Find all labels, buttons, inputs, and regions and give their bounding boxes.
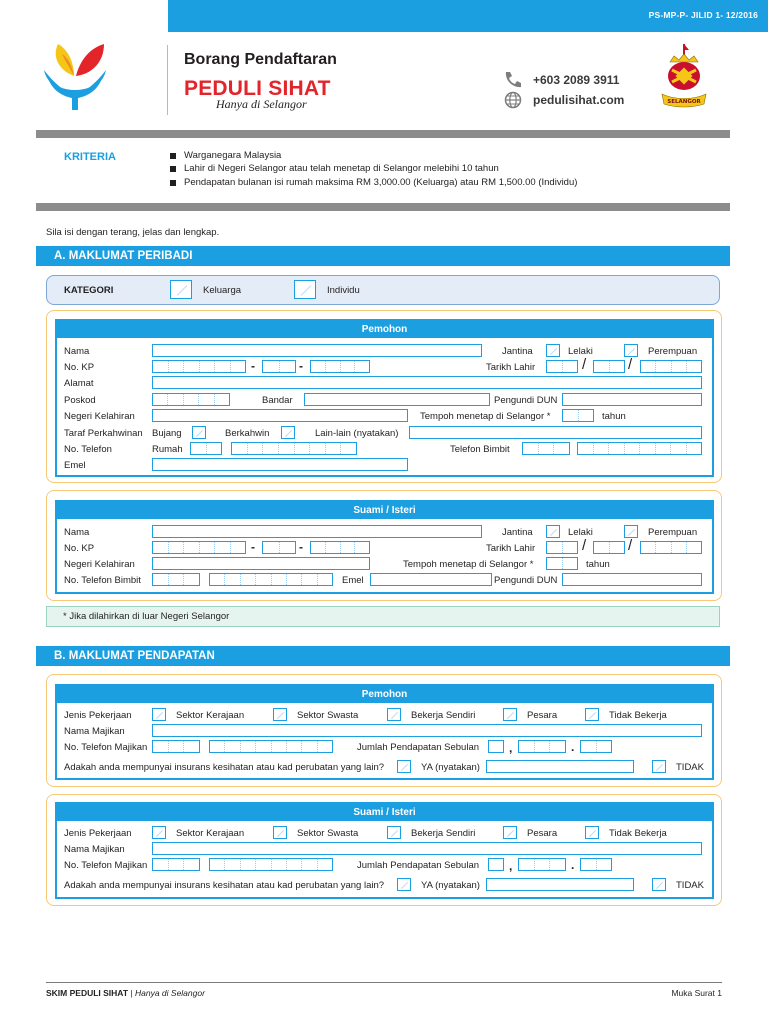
date-slash: / — [628, 537, 633, 554]
insurans-nyatakan-input[interactable] — [486, 760, 634, 773]
sektor-kerajaan-label: Sektor Kerajaan — [176, 710, 245, 721]
lain-lain-input[interactable] — [409, 426, 702, 439]
telefon-bimbit-label: Telefon Bimbit — [450, 444, 510, 455]
telefon-rumah-prefix-input[interactable] — [190, 442, 222, 455]
program-name: PEDULI SIHAT — [184, 77, 331, 100]
no-kp-dash: - — [251, 359, 255, 373]
suami-pengundi-dun-label: Pengundi DUN — [494, 575, 558, 586]
pengundi-dun-input[interactable] — [562, 393, 702, 406]
pendapatan-hundreds-input[interactable] — [518, 740, 566, 753]
alamat-input[interactable] — [152, 376, 702, 389]
no-kp-dash: - — [299, 359, 303, 373]
pendapatan-dot: . — [571, 858, 575, 872]
header-divider — [167, 45, 168, 115]
suami-tarikh-lahir-label: Tarikh Lahir — [486, 543, 536, 554]
suami-telefon-input[interactable] — [209, 573, 333, 586]
pendapatan-comma: , — [509, 859, 513, 873]
bandar-input[interactable] — [304, 393, 490, 406]
insurans-tidak-checkbox[interactable] — [652, 760, 666, 773]
suami-pendapatan-thousands-input[interactable] — [488, 858, 504, 871]
form-title: Borang Pendaftaran — [184, 51, 337, 68]
suami-negeri-kelahiran-input[interactable] — [152, 557, 370, 570]
suami-pendapatan-cents-input[interactable] — [580, 858, 612, 871]
nama-majikan-input[interactable] — [152, 724, 702, 737]
berkahwin-checkbox[interactable] — [281, 426, 295, 439]
pendapatan-cents-input[interactable] — [580, 740, 612, 753]
emel-label: Emel — [64, 460, 86, 471]
sektor-swasta-checkbox[interactable] — [273, 708, 287, 721]
keluarga-label: Keluarga — [203, 285, 242, 296]
pesara-checkbox[interactable] — [503, 708, 517, 721]
kategori-label: KATEGORI — [64, 285, 114, 296]
tempoh-menetap-input[interactable] — [562, 409, 594, 422]
suami-bekerja-sendiri-label: Bekerja Sendiri — [411, 828, 476, 839]
perempuan-label: Perempuan — [648, 346, 698, 357]
emel-input[interactable] — [152, 458, 408, 471]
divider-bar-top — [36, 130, 730, 138]
suami-insurans-ya-checkbox[interactable] — [397, 878, 411, 891]
poskod-label: Poskod — [64, 395, 96, 406]
footer-separator: | — [130, 988, 133, 998]
pengundi-dun-label: Pengundi DUN — [494, 395, 558, 406]
berkahwin-label: Berkahwin — [225, 428, 270, 439]
suami-telefon-prefix-input[interactable] — [152, 573, 200, 586]
website-url: pedulisihat.com — [533, 93, 625, 107]
keluarga-checkbox[interactable] — [170, 280, 192, 299]
suami-nama-majikan-input[interactable] — [152, 842, 702, 855]
tarikh-lahir-month-input[interactable] — [593, 360, 625, 373]
peduli-sihat-logo-icon — [44, 40, 106, 112]
jumlah-pendapatan-label: Jumlah Pendapatan Sebulan — [357, 742, 480, 753]
suami-sektor-swasta-checkbox[interactable] — [273, 826, 287, 839]
jantina-label: Jantina — [502, 346, 533, 357]
insurans-tidak-label: TIDAK — [676, 762, 704, 773]
tidak-bekerja-checkbox[interactable] — [585, 708, 599, 721]
instruction-text: Sila isi dengan terang, jelas dan lengkap. — [46, 227, 220, 238]
suami-header: Suami / Isteri — [57, 502, 712, 519]
suami-jenis-pekerjaan-label: Jenis Pekerjaan — [64, 828, 132, 839]
section-a-header: A. MAKLUMAT PERIBADI — [36, 246, 730, 266]
footnote-box: * Jika dilahirkan di luar Negeri Selangor — [46, 606, 720, 627]
footer-tagline: Hanya di Selangor — [134, 988, 205, 998]
pesara-label: Pesara — [527, 710, 558, 721]
bujang-label: Bujang — [152, 428, 182, 439]
criteria-item: Lahir di Negeri Selangor atau telah menetap di Selangor melebihi 10 tahun — [170, 163, 499, 174]
suami-jumlah-pendapatan-label: Jumlah Pendapatan Sebulan — [357, 860, 480, 871]
suami-no-kp-part1-input[interactable] — [152, 541, 246, 554]
sektor-kerajaan-checkbox[interactable] — [152, 708, 166, 721]
kategori-box — [46, 275, 720, 305]
no-telefon-label: No. Telefon — [64, 444, 112, 455]
alamat-label: Alamat — [64, 378, 94, 389]
pendapatan-pemohon-header: Pemohon — [57, 686, 712, 703]
suami-perempuan-label: Perempuan — [648, 527, 698, 538]
suami-lelaki-label: Lelaki — [568, 527, 593, 538]
pendapatan-comma: , — [509, 741, 513, 755]
telefon-majikan-prefix-input[interactable] — [152, 740, 200, 753]
footer-brand — [46, 988, 205, 998]
rumah-label: Rumah — [152, 444, 183, 455]
criteria-item: Pendapatan bulanan isi rumah maksima RM 3,000.00 (Keluarga) atau RM 1,500.00 (Individu) — [170, 177, 577, 188]
no-kp-label: No. KP — [64, 362, 95, 373]
suami-no-kp-label: No. KP — [64, 543, 95, 554]
suami-nama-majikan-label: Nama Majikan — [64, 844, 125, 855]
pendapatan-dot: . — [571, 740, 575, 754]
kriteria-label: KRITERIA — [64, 151, 116, 163]
suami-pengundi-dun-input[interactable] — [562, 573, 702, 586]
pendapatan-suami-header: Suami / Isteri — [57, 804, 712, 821]
suami-insurans-question: Adakah anda mempunyai insurans kesihatan atau kad perubatan yang lain? — [64, 880, 385, 891]
page-number: Muka Surat 1 — [671, 988, 722, 998]
no-kp-dash: - — [251, 540, 255, 554]
suami-insurans-ya-label: YA (nyatakan) — [421, 880, 480, 891]
insurans-ya-label: YA (nyatakan) — [421, 762, 480, 773]
suami-emel-label: Emel — [342, 575, 364, 586]
poskod-input[interactable] — [152, 393, 230, 406]
telefon-majikan-input[interactable] — [209, 740, 333, 753]
tarikh-lahir-day-input[interactable] — [546, 360, 578, 373]
globe-icon — [503, 91, 523, 109]
nama-majikan-label: Nama Majikan — [64, 726, 125, 737]
criteria-item: Warganegara Malaysia — [170, 150, 281, 161]
bekerja-sendiri-checkbox[interactable] — [387, 708, 401, 721]
individu-label: Individu — [327, 285, 360, 296]
suami-jantina-label: Jantina — [502, 527, 533, 538]
section-b-header: B. MAKLUMAT PENDAPATAN — [36, 646, 730, 666]
suami-insurans-tidak-label: TIDAK — [676, 880, 704, 891]
telefon-bimbit-input[interactable] — [577, 442, 702, 455]
negeri-kelahiran-input[interactable] — [152, 409, 408, 422]
suami-no-telefon-bimbit-label: No. Telefon Bimbit — [64, 575, 141, 586]
sektor-swasta-label: Sektor Swasta — [297, 710, 359, 721]
pendapatan-thousands-input[interactable] — [488, 740, 504, 753]
selangor-crest-icon — [656, 42, 712, 112]
phone-icon — [503, 71, 523, 89]
no-telefon-majikan-label: No. Telefon Majikan — [64, 742, 148, 753]
footer-divider — [46, 982, 722, 983]
form-code: PS-MP-P- JILID 1- 12/2016 — [648, 10, 758, 20]
telefon-rumah-input[interactable] — [231, 442, 357, 455]
no-kp-part1-input[interactable] — [152, 360, 246, 373]
suami-pendapatan-hundreds-input[interactable] — [518, 858, 566, 871]
no-kp-part3-input[interactable] — [310, 360, 370, 373]
no-kp-part2-input[interactable] — [262, 360, 296, 373]
suami-tidak-bekerja-checkbox[interactable] — [585, 826, 599, 839]
suami-tidak-bekerja-label: Tidak Bekerja — [609, 828, 667, 839]
suami-sektor-kerajaan-label: Sektor Kerajaan — [176, 828, 245, 839]
suami-pesara-label: Pesara — [527, 828, 558, 839]
suami-tahun-label: tahun — [586, 559, 610, 570]
telefon-bimbit-prefix-input[interactable] — [522, 442, 570, 455]
suami-no-telefon-majikan-label: No. Telefon Majikan — [64, 860, 148, 871]
bekerja-sendiri-label: Bekerja Sendiri — [411, 710, 476, 721]
divider-bar-bottom — [36, 203, 730, 211]
suami-no-kp-part2-input[interactable] — [262, 541, 296, 554]
pemohon-header: Pemohon — [57, 321, 712, 338]
tarikh-lahir-label: Tarikh Lahir — [486, 362, 536, 373]
negeri-kelahiran-label: Negeri Kelahiran — [64, 411, 135, 422]
suami-nama-label: Nama — [64, 527, 90, 538]
suami-sektor-swasta-label: Sektor Swasta — [297, 828, 359, 839]
suami-tarikh-lahir-day-input[interactable] — [546, 541, 578, 554]
nama-input[interactable] — [152, 344, 482, 357]
tahun-label: tahun — [602, 411, 626, 422]
no-kp-dash: - — [299, 540, 303, 554]
suami-emel-input[interactable] — [370, 573, 492, 586]
lain-lain-label: Lain-lain (nyatakan) — [315, 428, 399, 439]
top-banner — [168, 0, 768, 32]
footer-brand-name: SKIM PEDULI SIHAT — [46, 988, 129, 998]
insurans-question: Adakah anda mempunyai insurans kesihatan atau kad perubatan yang lain? — [64, 762, 385, 773]
tidak-bekerja-label: Tidak Bekerja — [609, 710, 667, 721]
suami-telefon-majikan-prefix-input[interactable] — [152, 858, 200, 871]
suami-sektor-kerajaan-checkbox[interactable] — [152, 826, 166, 839]
jenis-pekerjaan-label: Jenis Pekerjaan — [64, 710, 132, 721]
individu-checkbox[interactable] — [294, 280, 316, 299]
date-slash: / — [628, 356, 633, 373]
tarikh-lahir-year-input[interactable] — [640, 360, 702, 373]
suami-tempoh-menetap-input[interactable] — [546, 557, 578, 570]
insurans-ya-checkbox[interactable] — [397, 760, 411, 773]
suami-bekerja-sendiri-checkbox[interactable] — [387, 826, 401, 839]
suami-tempoh-menetap-label: Tempoh menetap di Selangor * — [403, 559, 534, 570]
suami-insurans-nyatakan-input[interactable] — [486, 878, 634, 891]
lelaki-label: Lelaki — [568, 346, 593, 357]
suami-tarikh-lahir-year-input[interactable] — [640, 541, 702, 554]
suami-lelaki-checkbox[interactable] — [546, 525, 560, 538]
suami-negeri-kelahiran-label: Negeri Kelahiran — [64, 559, 135, 570]
crest-text: SELANGOR — [667, 99, 701, 105]
taraf-perkahwinan-label: Taraf Perkahwinan — [64, 428, 143, 439]
tempoh-menetap-label: Tempoh menetap di Selangor * — [420, 411, 551, 422]
program-tagline: Hanya di Selangor — [216, 97, 307, 111]
suami-tarikh-lahir-month-input[interactable] — [593, 541, 625, 554]
suami-insurans-tidak-checkbox[interactable] — [652, 878, 666, 891]
bujang-checkbox[interactable] — [192, 426, 206, 439]
suami-telefon-majikan-input[interactable] — [209, 858, 333, 871]
bandar-label: Bandar — [262, 395, 293, 406]
lelaki-checkbox[interactable] — [546, 344, 560, 357]
nama-label: Nama — [64, 346, 90, 357]
suami-nama-input[interactable] — [152, 525, 482, 538]
suami-no-kp-part3-input[interactable] — [310, 541, 370, 554]
suami-pesara-checkbox[interactable] — [503, 826, 517, 839]
phone-number: +603 2089 3911 — [533, 73, 620, 87]
date-slash: / — [582, 537, 587, 554]
date-slash: / — [582, 356, 587, 373]
